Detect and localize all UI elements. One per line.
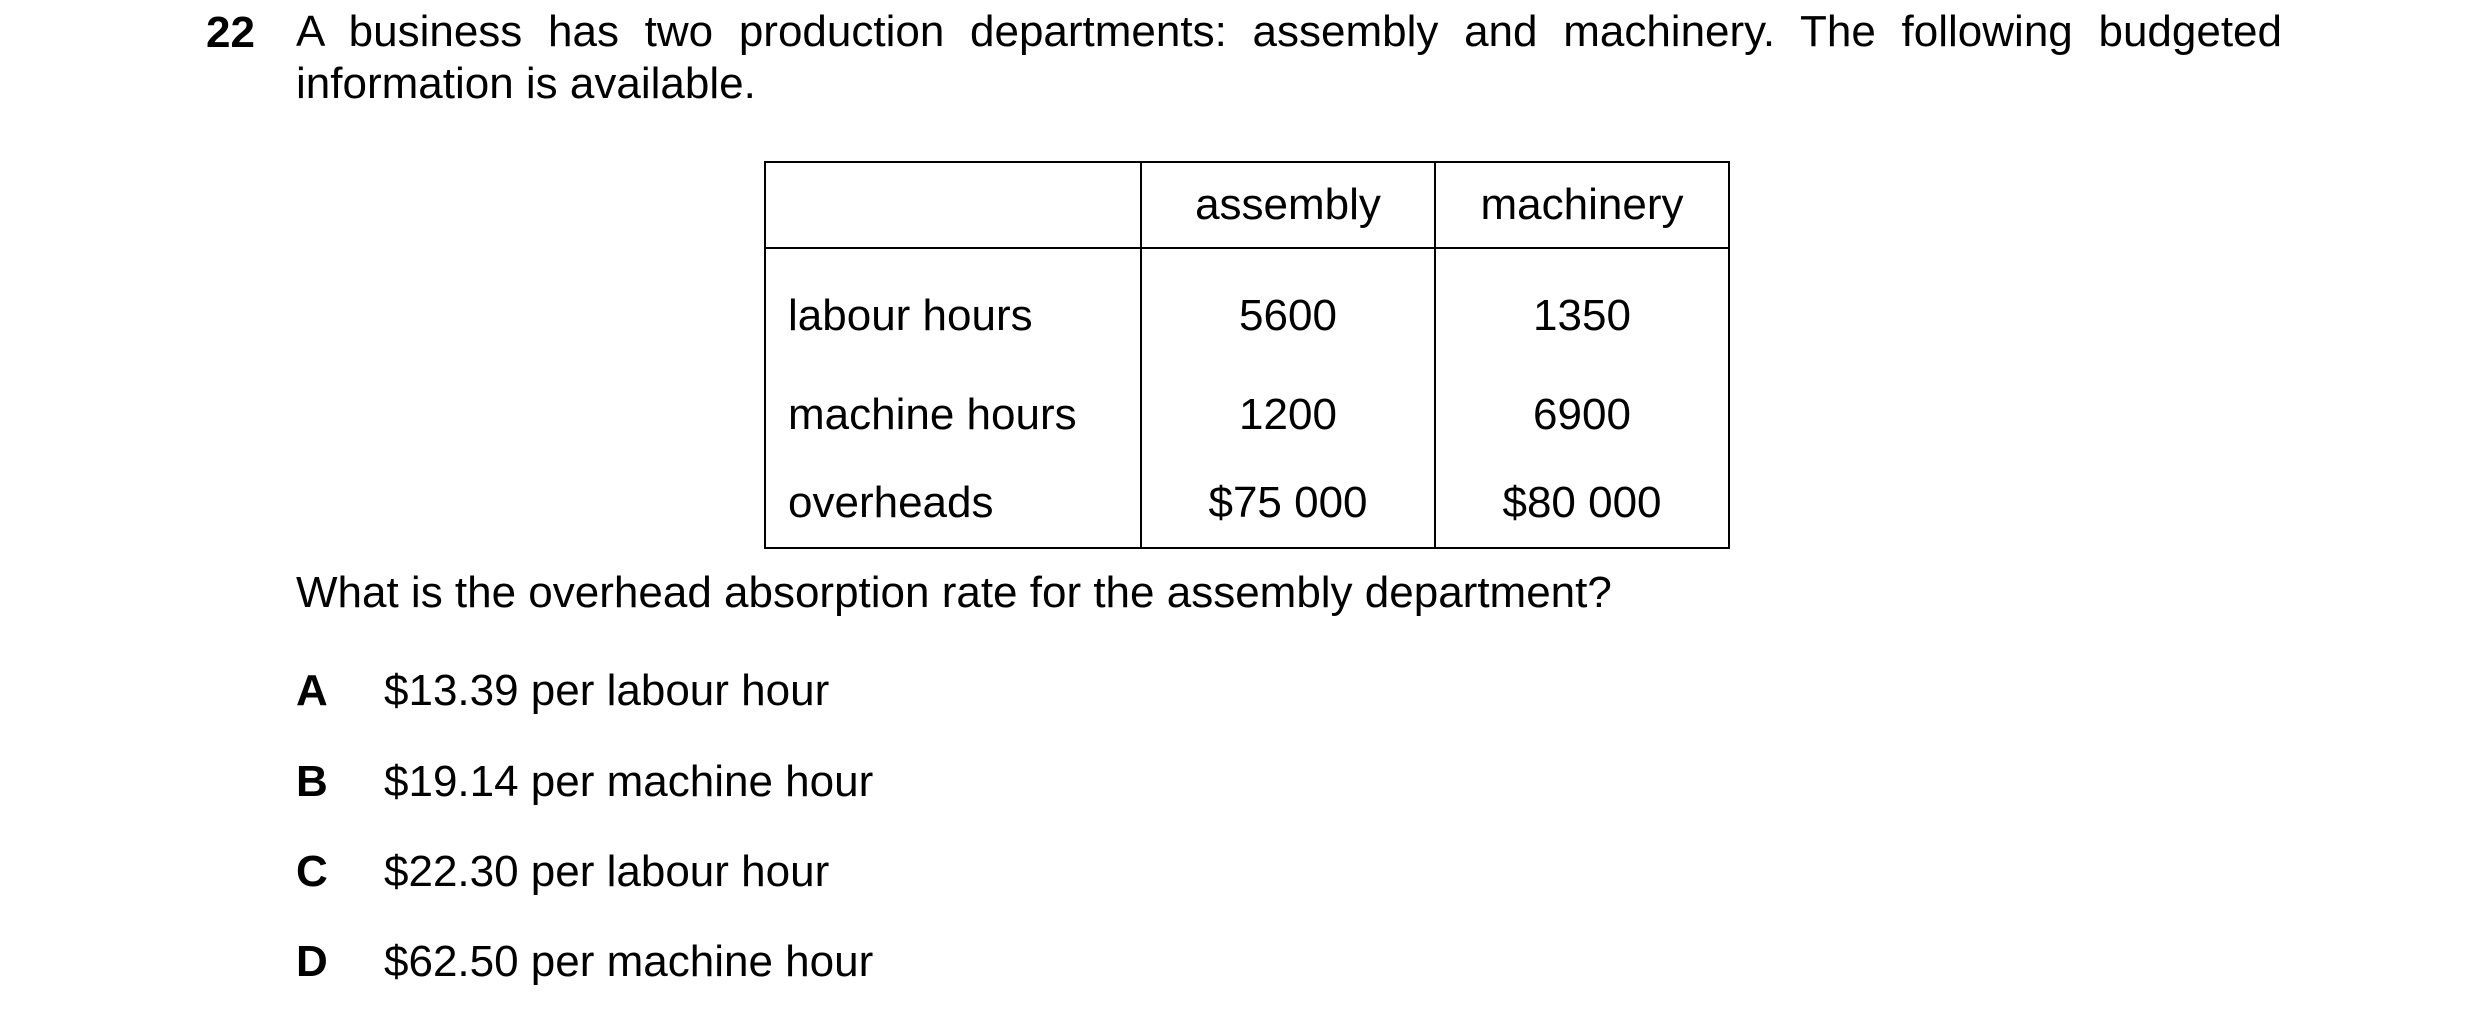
question-number: 22 <box>206 8 255 57</box>
table-header-empty <box>765 162 1141 248</box>
option-a[interactable] <box>296 664 829 718</box>
option-text: $22.30 per labour hour <box>384 847 830 896</box>
table-row <box>765 459 1729 548</box>
machinery-value: 6900 <box>1435 371 1729 459</box>
row-label: overheads <box>765 459 1141 548</box>
option-letter: B <box>296 757 328 806</box>
option-b[interactable] <box>296 755 873 809</box>
row-label: machine hours <box>765 371 1141 459</box>
table-row <box>765 248 1729 371</box>
option-c[interactable] <box>296 845 829 899</box>
table-header-assembly: assembly <box>1141 162 1435 248</box>
option-letter: D <box>296 937 328 986</box>
option-text: $13.39 per labour hour <box>384 666 830 715</box>
table-row <box>765 371 1729 459</box>
option-text: $19.14 per machine hour <box>384 757 874 806</box>
option-text: $62.50 per machine hour <box>384 937 874 986</box>
table-header-row <box>765 162 1729 248</box>
question-stem: A business has two production departments: assembly and machinery. The following budgeted information is available. <box>296 7 2282 108</box>
machinery-value: 1350 <box>1435 248 1729 371</box>
assembly-value: $75 000 <box>1141 459 1435 548</box>
option-d[interactable] <box>296 935 873 989</box>
option-letter: A <box>296 666 328 715</box>
machinery-value: $80 000 <box>1435 459 1729 548</box>
assembly-value: 5600 <box>1141 248 1435 371</box>
row-label: labour hours <box>765 248 1141 371</box>
assembly-value: 1200 <box>1141 371 1435 459</box>
option-letter: C <box>296 847 328 896</box>
table-header-machinery: machinery <box>1435 162 1729 248</box>
budget-table <box>764 161 1730 549</box>
question-prompt: What is the overhead absorption rate for the assembly department? <box>296 568 1612 617</box>
